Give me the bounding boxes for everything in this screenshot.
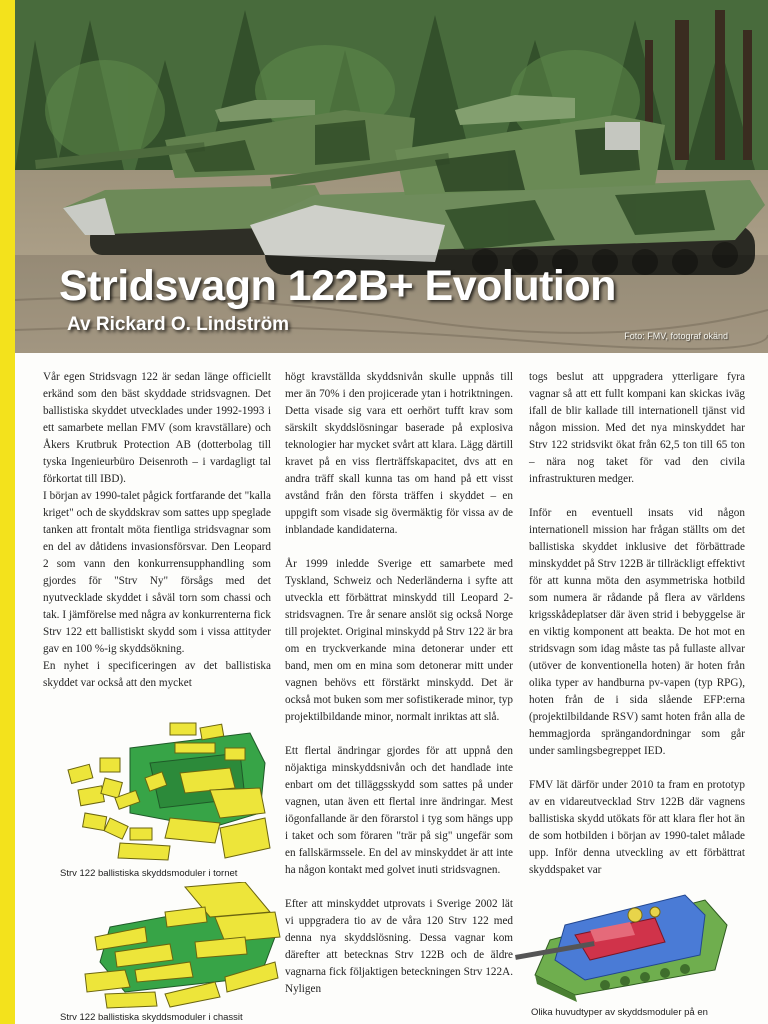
article-title: Stridsvagn 122B+ Evolution xyxy=(59,262,616,310)
paragraph: Vår egen Stridsvagn 122 är sedan länge officiellt erkänd som den bäst skyddade stridsvagnen. Det ballistiska skyddet utvecklades under 1992-1993 i ett samarbete mellan FMV (som kravställare) och Åkers Krutbruk Protection AB (dotterbolag till tyska Ingenieurbüro Deisenroth – i vardagligt tal förkortat till IBD). xyxy=(43,371,271,485)
paragraph: FMV lät därför under 2010 ta fram en prototyp av en vidareutvecklad Strv 122B där vagnens ballistiska skydd utökats för att klara fler hot än de som hotbilden i början av 1990-talet målade upp. Inför denna utveckling av ett förbättrat skyddspaket var xyxy=(529,779,745,876)
paragraph: Inför en eventuell insats vid någon internationell mission har frågan ställts om det ballistiska skyddet inklusive det förbättrade minskyddet på Strv 122B är tillräckligt effektivt för att kunna möta den asymmetriska hotbild som numera är rådande på flera av världens krigsskådeplatser där även strid i bebyggelse är en viktig komponent att beakta. De hot mot en stridsvagn som idag måste tas på fullaste allvar (utöver de konventionella hoten) är hoten från olika typer av handburna pv-vapen (typ RPG), hoten från de i sida slående EFP:erna (projektilbildande RSV) samt hoten från alla de hemmagjorda sprängandordningar som går under samlingsbegreppet IED. xyxy=(529,507,745,757)
paragraph: Efter att minskyddet utprovats i Sverige 2002 lät vi uppgradera tio av de våra 120 Strv 122 med denna nya skyddslösning. Dessa vagnar kom därefter att betecknas Strv 122B och de äldre vagnarna fick följaktigen beteckningen Strv 122A. Nyligen xyxy=(285,898,513,995)
text-column-2 xyxy=(285,369,513,998)
turret-armor-diagram xyxy=(60,718,275,868)
text-column-3 xyxy=(529,369,745,879)
paragraph: Ett flertal ändringar gjordes för att uppnå den nöjaktiga minskyddsnivån och det handlade inte enbart om det tilläggsskydd som sattes på under vagnen, utan även ett flertal inre ändringar. Mest iögonfallande är den förarstol i tyg som hängs upp i taket och som föraren "trär på sig" ungefär som en fallskärmssele. En del av minskyddet är att inte ha någon kontakt med golvet inuti stridsvagnen. xyxy=(285,745,513,876)
chassis-armor-diagram xyxy=(75,882,285,1012)
paragraph: togs beslut att uppgradera ytterligare fyra vagnar så att ett fullt kompani kan skickas iväg ifall de blir kallade till internationell tjänst vid någon mission. Med det nya minskyddet har Strv 122 stridsvikt ökat från 62,5 ton till 65 ton – nära nog taket för vad den civila infrastrukturen medger. xyxy=(529,371,745,485)
tank-armor-model xyxy=(515,880,730,1005)
chassis-figure-caption: Strv 122 ballistiska skyddsmoduler i chassit xyxy=(60,1012,243,1023)
hero-photo xyxy=(15,0,768,353)
paragraph: I början av 1990-talet pågick fortfarande det "kalla kriget" och de skyddskrav som sattes upp speglade tanken att frontalt möta fientliga stridsvagnar som en del av dåtidens invasionsförsvar. Den Leopard 2 som vann den konkurrensupphandling som gjordes för "Strv Ny" försågs med det nyutvecklade skyddet i såväl torn som chassi och tak. I jämförelse med några av konkurrenterna fick Strv 122 ett ballistiskt skydd som i vissa attityder gav en 100 %-ig skyddsökning. xyxy=(43,490,271,655)
paragraph: högt kravställda skyddsnivån skulle uppnås till mer än 70% i den projicerade ytan i hotriktningen. Detta visade sig vara ett oerhört tufft krav som särskilt skyddslösningar baserade på explosiva teknologier har mycket svårt att klara. Lägg därtill kravet på en viss flerträffskapacitet, dvs att en andra träff skall kunna tas om hand på ett visst avstånd från den första träffen i skyddet – en uppgift som visade sig övermäktig för vissa av de inblandade kandidaterna. xyxy=(285,371,513,536)
photo-credit: Foto: FMV, fotograf okänd xyxy=(624,331,728,341)
paragraph: År 1999 inledde Sverige ett samarbete med Tyskland, Schweiz och Nederländerna i syfte att utveckla ett förbättrat minskydd till Leopard 2-stridsvagnen. Tre år senare anslöt sig också Norge till projektet. Original minskydd på Strv 122 är bra om en tryckverkande mina detonerar under ett band, men om en mina som detonerar mitt under vagnen behövs ett förstärkt minskydd. Det är också mot buken som mer sofistikerade minor, typ projektilbildande minor, normalt inriktas att slå. xyxy=(285,558,513,723)
paragraph: En nyhet i specificeringen av det ballistiska skyddet var också att den mycket xyxy=(43,660,271,689)
tank-model-caption: Olika huvudtyper av skyddsmoduler på en xyxy=(531,1007,708,1018)
text-column-1 xyxy=(43,369,271,692)
magazine-page xyxy=(15,0,768,1024)
article-author: Av Rickard O. Lindström xyxy=(67,314,290,335)
turret-figure-caption: Strv 122 ballistiska skyddsmoduler i tornet xyxy=(60,868,238,879)
